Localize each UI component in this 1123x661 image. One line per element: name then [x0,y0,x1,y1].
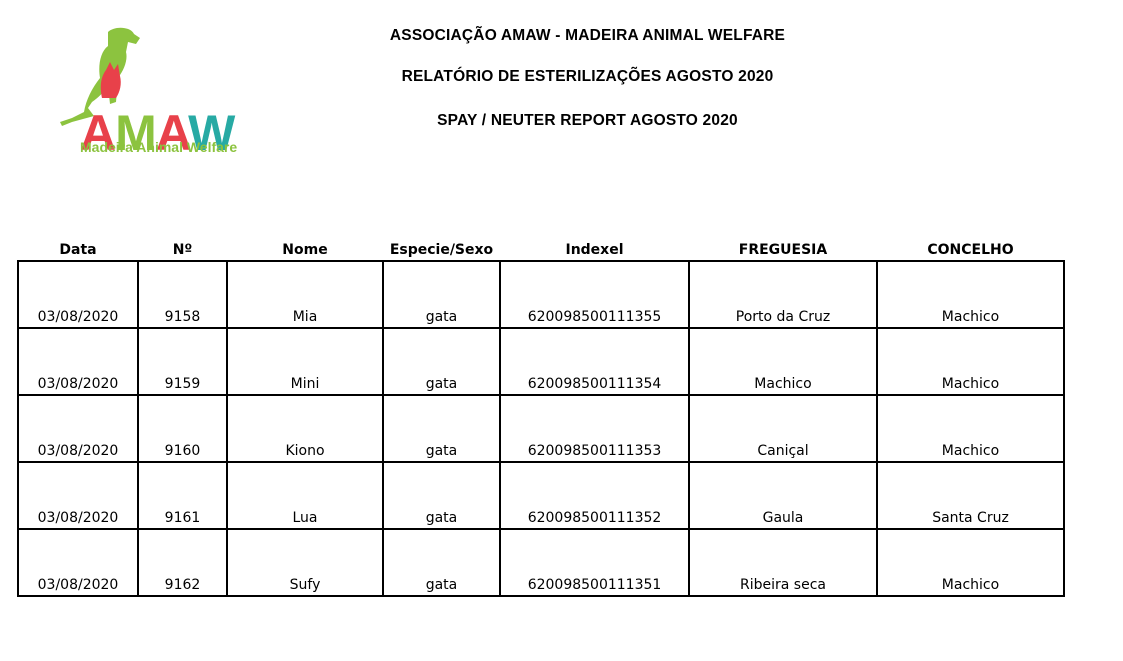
column-header-concelho: CONCELHO [927,242,1014,258]
cell-number: 9162 [138,529,227,596]
column-header-especie-sexo: Especie/Sexo [389,242,494,258]
cell-freguesia: Machico [689,328,877,395]
table-header-row [18,240,1064,261]
cell-species-sex: gata [383,328,500,395]
cell-date: 03/08/2020 [18,328,138,395]
cell-indexel: 620098500111353 [500,395,689,462]
cell-species-sex: gata [383,462,500,529]
cell-number: 9160 [138,395,227,462]
cell-species-sex: gata [383,395,500,462]
report-title-en: SPAY / NEUTER REPORT AGOSTO 2020 [437,112,738,129]
cell-freguesia: Gaula [689,462,877,529]
table-row [18,529,1064,596]
cell-number: 9159 [138,328,227,395]
cell-concelho: Santa Cruz [877,462,1064,529]
column-header-freguesia: FREGUESIA [738,242,828,258]
cell-concelho: Machico [877,328,1064,395]
table-row [18,261,1064,328]
table-row [18,462,1064,529]
cell-name: Sufy [227,529,383,596]
cell-species-sex: gata [383,529,500,596]
sterilization-table [17,240,1063,597]
cell-freguesia: Caniçal [689,395,877,462]
cell-name: Mini [227,328,383,395]
cell-indexel: 620098500111354 [500,328,689,395]
cell-indexel: 620098500111351 [500,529,689,596]
cell-date: 03/08/2020 [18,261,138,328]
cell-species-sex: gata [383,261,500,328]
cell-concelho: Machico [877,395,1064,462]
cell-number: 9161 [138,462,227,529]
cell-freguesia: Porto da Cruz [689,261,877,328]
column-header-number: Nº [172,242,193,258]
cell-date: 03/08/2020 [18,462,138,529]
cell-indexel: 620098500111355 [500,261,689,328]
column-header-data: Data [59,242,97,258]
cell-number: 9158 [138,261,227,328]
cell-indexel: 620098500111352 [500,462,689,529]
table-row [18,395,1064,462]
cell-date: 03/08/2020 [18,395,138,462]
table-row [18,328,1064,395]
association-title: ASSOCIAÇÃO AMAW - MADEIRA ANIMAL WELFARE [389,27,786,44]
amaw-logo [58,26,248,161]
cell-concelho: Machico [877,261,1064,328]
column-header-indexel: Indexel [565,242,624,258]
column-header-nome: Nome [282,242,328,258]
cell-name: Lua [227,462,383,529]
report-title-pt: RELATÓRIO DE ESTERILIZAÇÕES AGOSTO 2020 [401,68,774,85]
cell-concelho: Machico [877,529,1064,596]
logo-tagline: Madeira Animal Welfare [80,139,238,155]
cell-freguesia: Ribeira seca [689,529,877,596]
cell-name: Kiono [227,395,383,462]
cell-date: 03/08/2020 [18,529,138,596]
cell-name: Mia [227,261,383,328]
logo-wordmark: AMAW [80,105,235,161]
